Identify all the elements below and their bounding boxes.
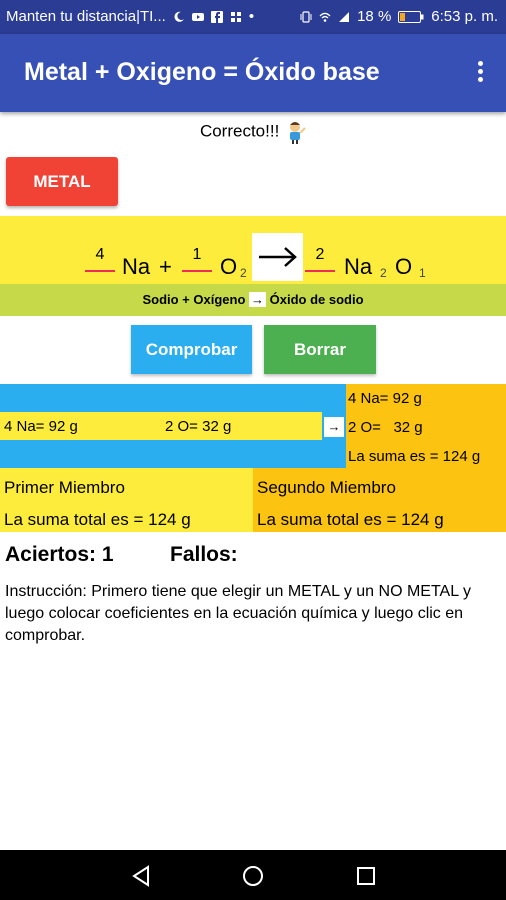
product-metal-subscript: 2 bbox=[380, 266, 387, 280]
product-oxygen-subscript: 1 bbox=[419, 266, 426, 280]
metal-symbol: Na bbox=[122, 254, 151, 279]
recents-icon[interactable] bbox=[354, 864, 378, 888]
reactant-metal-mass: 4 Na= 92 g bbox=[4, 418, 78, 435]
app-title: Metal + Oxigeno = Óxido base bbox=[24, 58, 380, 86]
segundo-miembro-sum: La suma total es = 124 g bbox=[257, 510, 444, 529]
aciertos-count: Aciertos: 1 bbox=[5, 543, 114, 566]
comprobar-button[interactable]: Comprobar bbox=[131, 325, 252, 374]
primer-miembro-title: Primer Miembro bbox=[4, 478, 125, 497]
mass-arrow-icon: → bbox=[324, 417, 344, 437]
moon-icon bbox=[173, 11, 185, 23]
product-oxygen-mass: 2 O= 32 g bbox=[348, 419, 423, 436]
status-time: 6:53 p. m. bbox=[431, 8, 498, 25]
product-mass-sum: La suma es = 124 g bbox=[348, 448, 481, 465]
reactant-oxygen-mass: 2 O= 32 g bbox=[165, 418, 232, 435]
metal-button[interactable]: METAL bbox=[6, 157, 118, 206]
status-bar bbox=[0, 0, 506, 34]
home-icon[interactable] bbox=[241, 864, 265, 888]
names-arrow-icon: → bbox=[251, 292, 265, 307]
reaction-arrow-icon bbox=[252, 233, 303, 281]
names-left: Sodio + Oxígeno bbox=[142, 292, 246, 307]
notification-text: Manten tu distancia|TI... bbox=[6, 8, 166, 25]
segundo-miembro-panel bbox=[253, 468, 506, 532]
feedback-text: Correcto!!! bbox=[199, 121, 280, 141]
dots-icon: • bbox=[248, 8, 255, 25]
app-bar bbox=[0, 34, 506, 112]
reactant-mass-strip bbox=[0, 412, 322, 440]
youtube-icon bbox=[192, 11, 204, 23]
feedback-row bbox=[0, 120, 506, 144]
coef-oxygen-value: 1 bbox=[192, 246, 202, 263]
equation-names-band bbox=[0, 284, 506, 316]
signal-icon bbox=[338, 11, 350, 23]
mascot-icon bbox=[284, 120, 306, 144]
facebook-icon bbox=[211, 11, 223, 23]
coef-product-value: 2 bbox=[315, 246, 325, 263]
coef-metal-value: 4 bbox=[95, 246, 105, 263]
equation-names bbox=[0, 292, 506, 307]
battery-percent: 18 % bbox=[357, 8, 392, 25]
product-oxygen-symbol: O bbox=[395, 254, 413, 279]
product-mass-panel bbox=[346, 384, 506, 468]
instruction-text: Instrucción: Primero tiene que elegir un METAL y un NO METAL y luego colocar coeficientes en la ecuación química y luego clic en comprobar. bbox=[5, 583, 471, 644]
primer-miembro-panel bbox=[0, 468, 253, 532]
grid-icon bbox=[230, 11, 242, 23]
coef-oxygen-input[interactable] bbox=[182, 270, 212, 272]
primer-miembro-sum: La suma total es = 124 g bbox=[4, 510, 191, 529]
battery-icon bbox=[398, 11, 424, 23]
borrar-button[interactable]: Borrar bbox=[264, 325, 376, 374]
product-metal-mass: 4 Na= 92 g bbox=[348, 390, 422, 407]
wifi-icon bbox=[319, 11, 331, 23]
coef-metal-input[interactable] bbox=[85, 270, 115, 272]
reaction-arrow-box bbox=[252, 233, 303, 281]
segundo-miembro-title: Segundo Miembro bbox=[257, 478, 396, 497]
coef-product-input[interactable] bbox=[305, 270, 335, 272]
names-right: Óxido de sodio bbox=[269, 292, 364, 307]
more-vert-icon[interactable] bbox=[474, 58, 486, 88]
oxygen-symbol: O bbox=[220, 254, 238, 279]
fallos-count: Fallos: bbox=[170, 543, 238, 566]
oxygen-subscript: 2 bbox=[240, 266, 247, 280]
product-metal-symbol: Na bbox=[344, 254, 373, 279]
navigation-bar bbox=[0, 850, 506, 900]
plus-sign: + bbox=[159, 254, 172, 279]
back-icon[interactable] bbox=[129, 864, 153, 888]
vibrate-icon bbox=[300, 11, 312, 23]
